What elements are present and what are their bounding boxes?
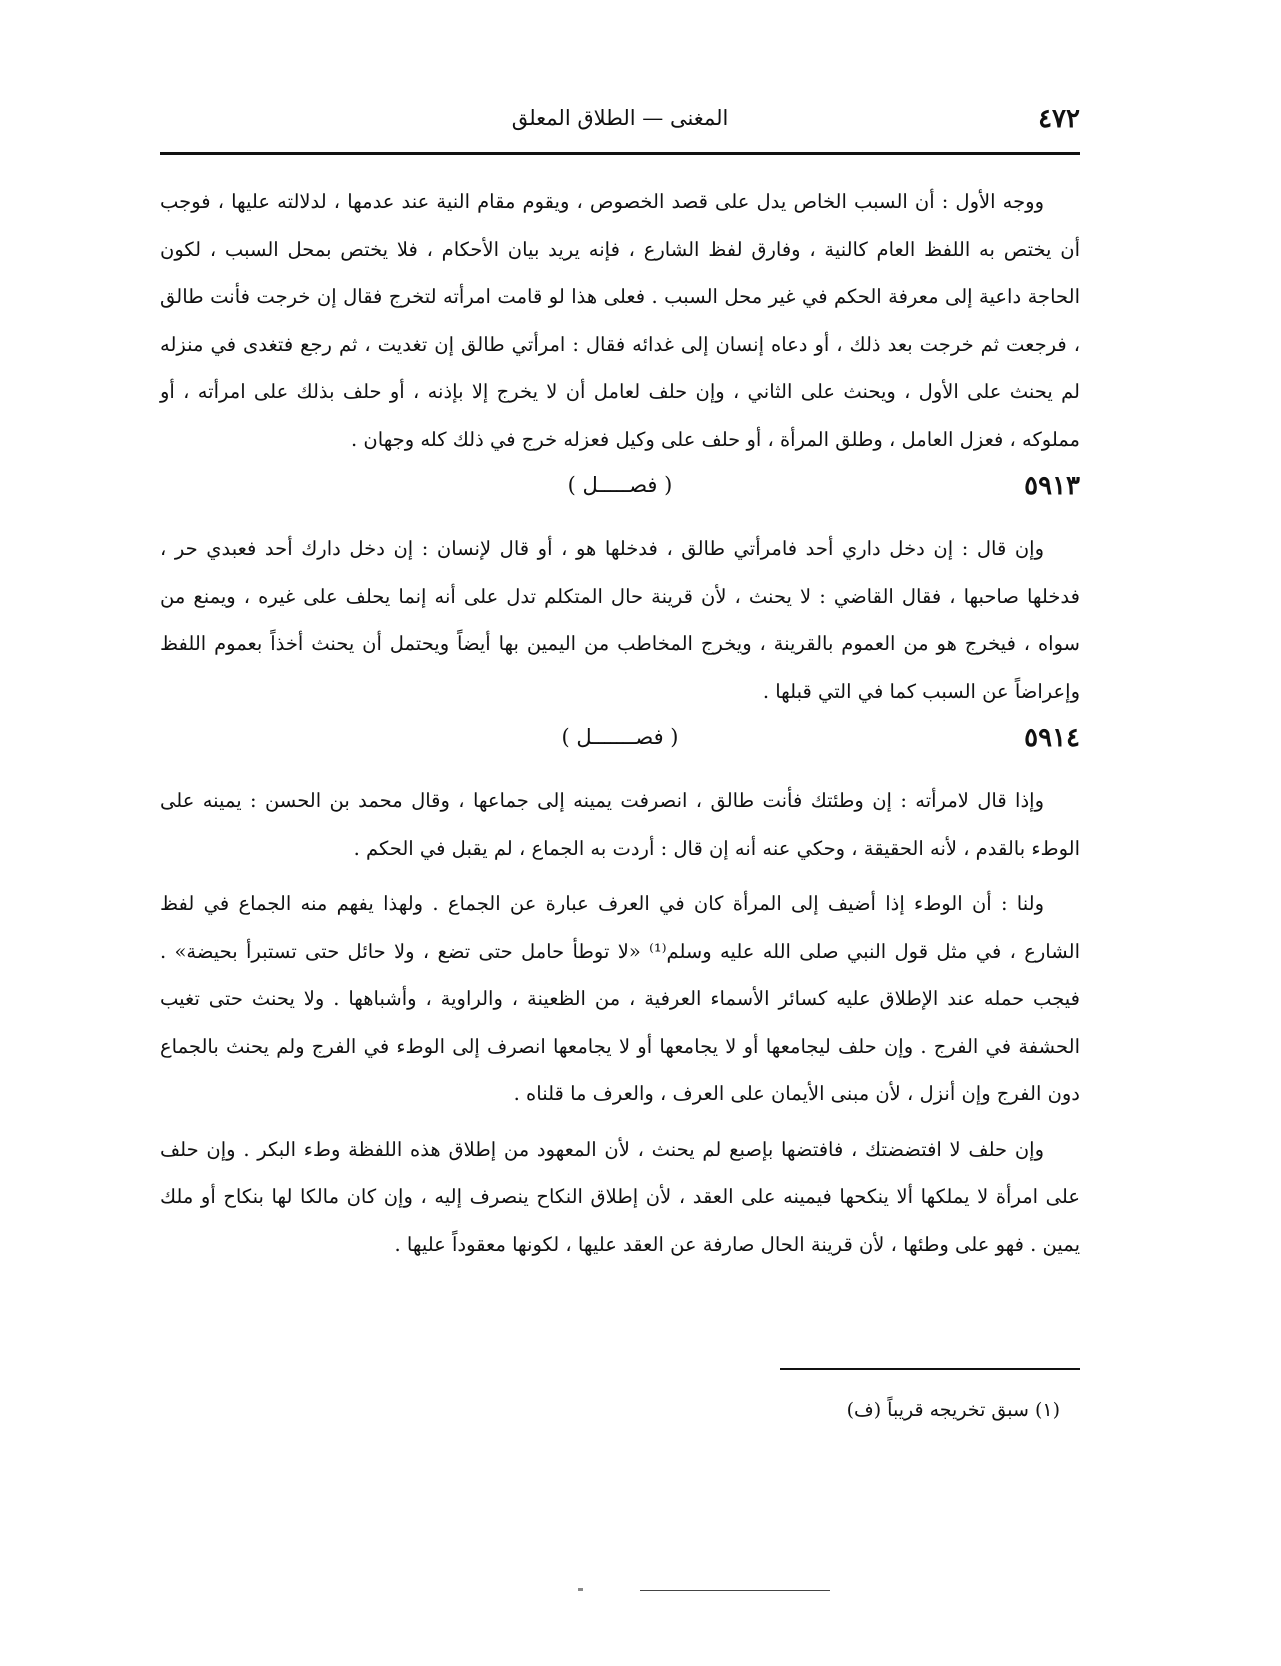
scan-mark <box>578 1588 583 1591</box>
section-heading <box>160 715 1080 777</box>
document-page <box>160 100 1080 1640</box>
paragraph: ووجه الأول : أن السبب الخاص يدل على قصد الخصوص ، ويقوم مقام النية عند عدمها ، لدلالته عليها ، فوجب أن يختص به اللفظ العام كالنية ، وفارق لفظ الشارع ، فإنه يريد بيان الأحكام ، فلا يختص بمحل السبب ، لكون الحاجة داعية إلى معرفة الحكم في غير محل السبب . فعلى هذا لو قامت امرأته لتخرج فقال إن خرجت فأنت طالق ، فرجعت ثم خرجت بعد ذلك ، أو دعاه إنسان إلى غدائه فقال : امرأتي طالق إن تغديت ، ثم رجع فتغدى في منزله لم يحنث على الأول ، ويحنث على الثاني ، وإن حلف لعامل أن لا يخرج إلا بإذنه ، أو حلف بذلك على امرأته ، أو مملوكه ، فعزل العامل ، وطلق المرأة ، أو حلف على وكيل فعزله خرج في ذلك كله وجهان . <box>160 190 1080 451</box>
running-title: المغنى — الطلاق المعلق <box>511 106 729 130</box>
paragraph: وإن قال : إن دخل داري أحد فامرأتي طالق ، فدخلها هو ، أو قال لإنسان : إن دخل دارك أحد فعبدي حر ، فدخلها صاحبها ، فقال القاضي : لا يحنث ، لأن قرينة حال المتكلم تدل على أنه إنما يحلف على غيره ، ويمنع من سواه ، فيخرج هو من العموم بالقرينة ، ويخرج المخاطب من اليمين بها أيضاً ويحتمل أن يحنث أخذاً بعموم اللفظ وإعراضاً عن السبب كما في التي قبلها . <box>160 537 1080 703</box>
page-number: ٤٧٢ <box>1038 104 1080 134</box>
spacer <box>160 872 1080 880</box>
footnote-rule <box>780 1368 1080 1370</box>
section-title: ( فصـــــــل ) <box>561 725 679 749</box>
spacer <box>160 1118 1080 1126</box>
bottom-rule <box>640 1590 830 1591</box>
paragraph: وإذا قال لامرأته : إن وطئتك فأنت طالق ، انصرفت يمينه إلى جماعها ، وقال محمد بن الحسن : يمينه على الوطء بالقدم ، لأنه الحقيقة ، وحكي عنه أنه إن قال : أردت به الجماع ، لم يقبل في الحكم . <box>160 789 1080 860</box>
paragraph: ولنا : أن الوطء إذا أضيف إلى المرأة كان في العرف عبارة عن الجماع . ولهذا يفهم منه الجماع في لفظ الشارع ، في مثل قول النبي صلى الله عليه وسلم⁽¹⁾ «لا توطأ حامل حتى تضع ، ولا حائل حتى تستبرأ بحيضة» . فيجب حمله عند الإطلاق عليه كسائر الأسماء العرفية ، من الظعينة ، والراوية ، وأشباهها . ولا يحنث حتى تغيب الحشفة في الفرج . وإن حلف ليجامعها أو لا يجامعها أو لا يجامعها انصرف إلى الوطء في الفرج ولم يحنث بالجماع دون الفرج وإن أنزل ، لأن مبنى الأيمان على العرف ، والعرف ما قلناه . <box>160 892 1080 1105</box>
paragraph: وإن حلف لا افتضضتك ، فافتضها بإصبع لم يحنث ، لأن المعهود من إطلاق هذه اللفظة وطء البكر . وإن حلف على امرأة لا يملكها ألا ينكحها فيمينه على العقد ، لأن إطلاق النكاح ينصرف إليه ، وإن كان مالكا لها بنكاح أو ملك يمين . فهو على وطئها ، لأن قرينة الحال صارفة عن العقد عليها ، لكونها معقوداً عليها . <box>160 1137 1080 1256</box>
section-number: ٥٩١٣ <box>1024 471 1080 501</box>
page-header <box>160 100 1080 146</box>
section-number: ٥٩١٤ <box>1024 723 1080 753</box>
section-title: ( فصـــــل ) <box>567 473 673 497</box>
footnote: (١) سبق تخريجه قريباً (ف) <box>846 1399 1060 1421</box>
body-text <box>160 178 1080 1268</box>
section-heading <box>160 463 1080 525</box>
header-rule <box>160 152 1080 155</box>
